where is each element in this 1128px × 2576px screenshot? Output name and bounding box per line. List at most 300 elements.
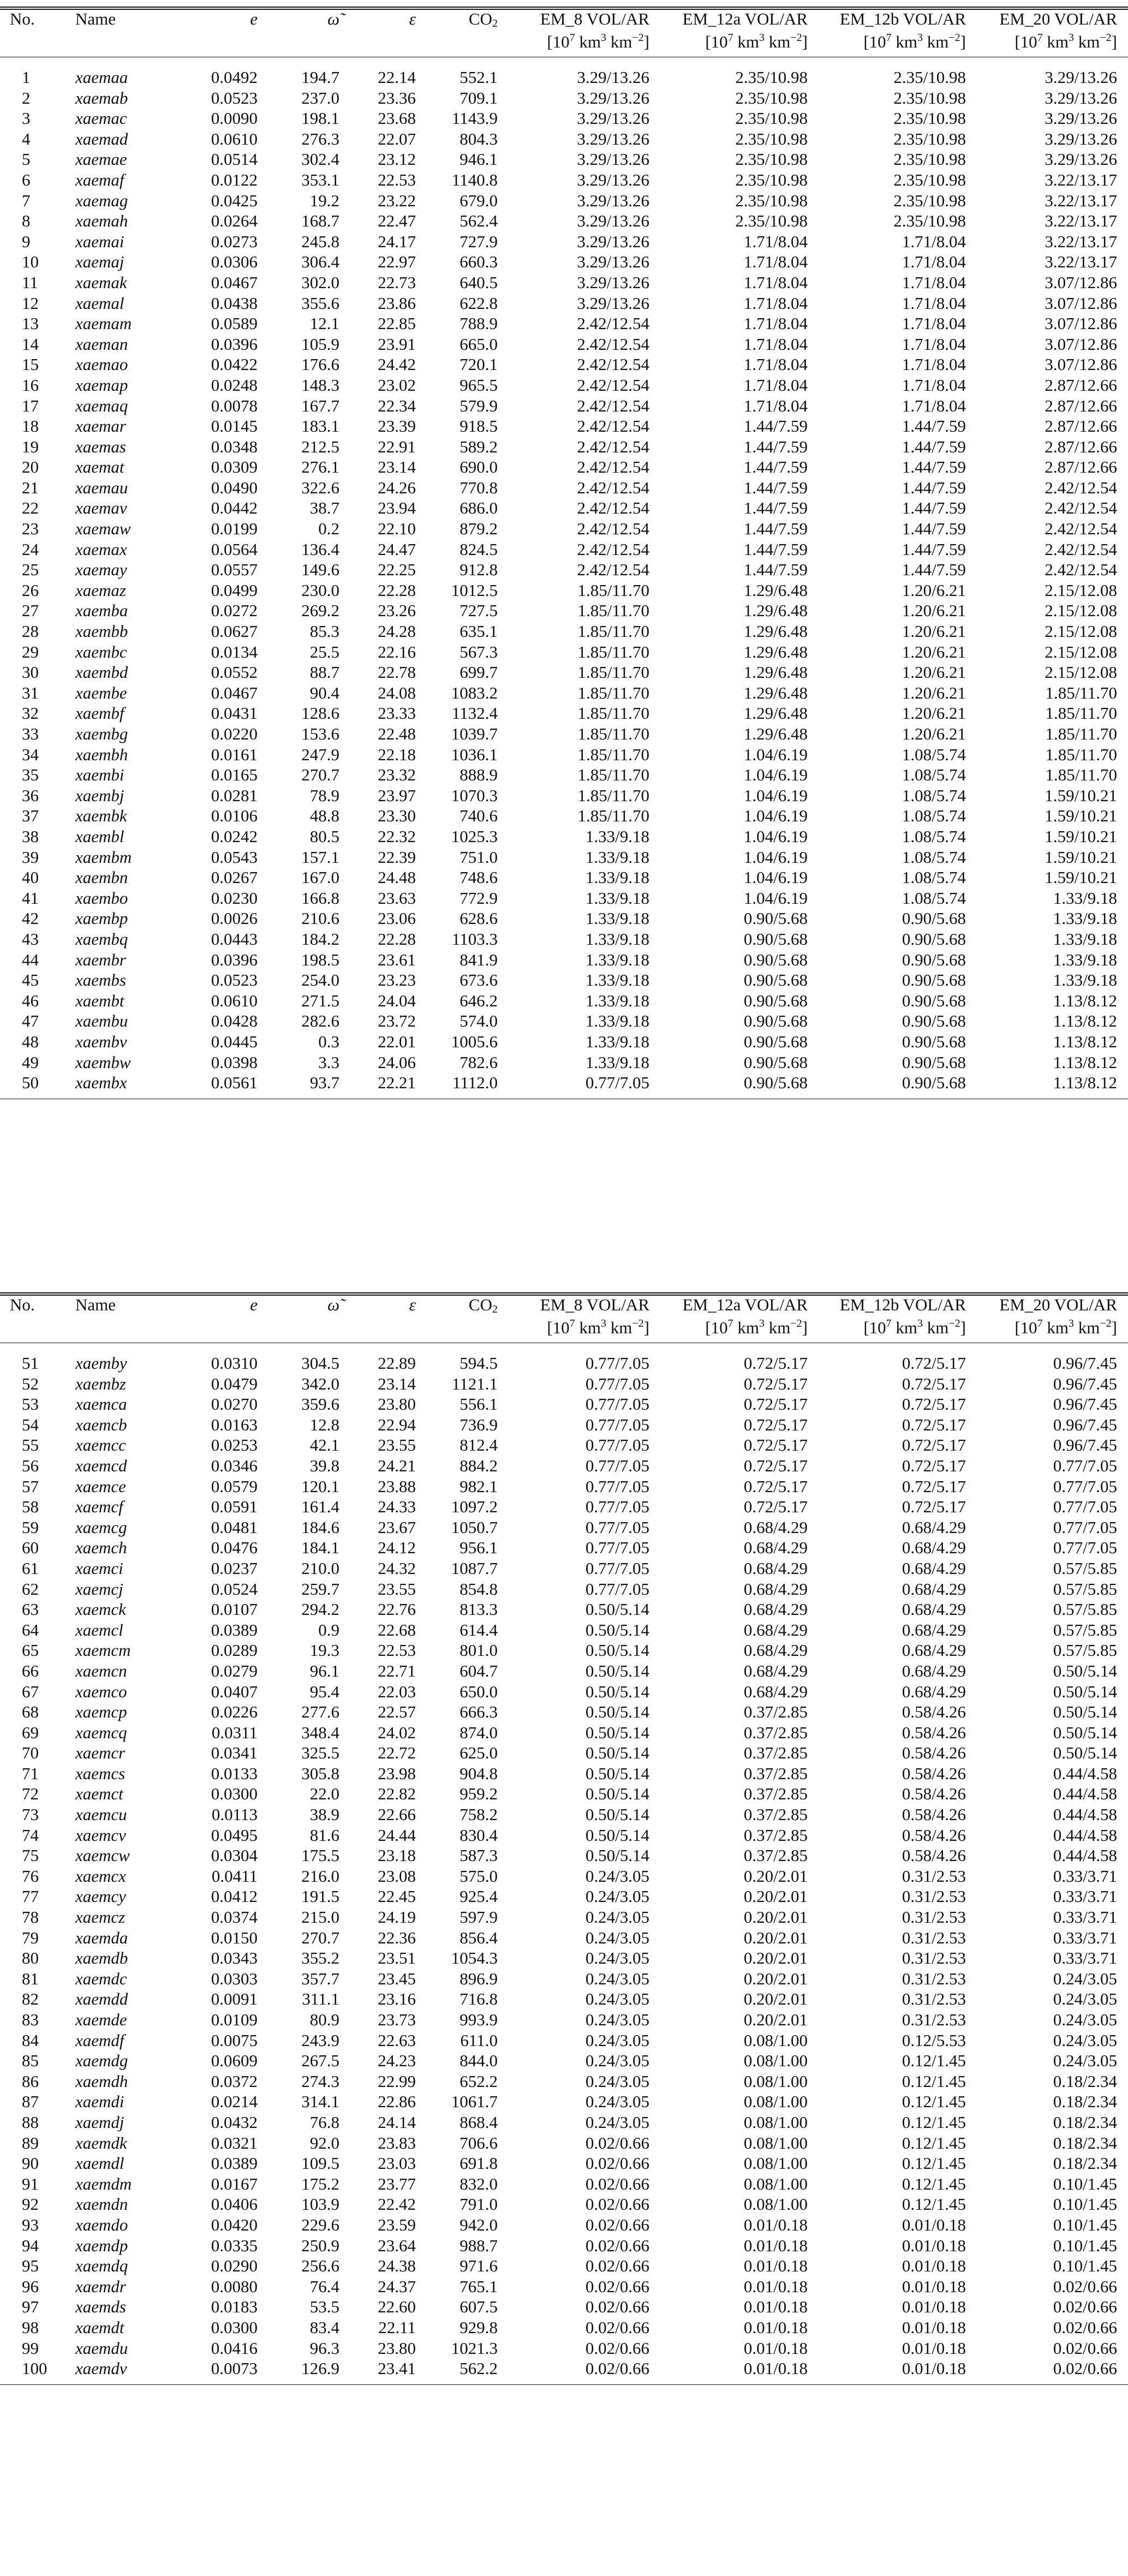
- table-row: [0, 457, 1128, 478]
- row-em20: 0.57/5.85: [1053, 1579, 1117, 1599]
- row-em20: 0.96/7.45: [1053, 1394, 1117, 1414]
- row-epsilon: 22.60: [378, 2297, 416, 2317]
- row-em12a: 0.68/4.29: [743, 1620, 808, 1639]
- row-em12b: 1.44/7.59: [902, 478, 966, 497]
- row-e: 0.0306: [211, 252, 258, 272]
- row-em12b: 1.71/8.04: [902, 334, 966, 354]
- table-row: [0, 313, 1128, 334]
- row-epsilon: 22.28: [378, 929, 416, 949]
- row-co2: 562.4: [459, 211, 498, 231]
- row-no: 84: [22, 2030, 39, 2050]
- row-em12a: 0.68/4.29: [743, 1579, 808, 1599]
- row-em20: 1.85/11.70: [1045, 724, 1117, 743]
- row-name: xaemao: [75, 355, 128, 374]
- row-em12b: 0.31/2.53: [902, 1928, 966, 1947]
- row-em12a: 0.08/1.00: [743, 2133, 808, 2152]
- row-em20: 2.87/12.66: [1045, 457, 1117, 477]
- row-em20: 2.15/12.08: [1045, 601, 1117, 621]
- unit-label: [$10^7$ $km^3$ $km^{-2}$]: [547, 1317, 649, 1337]
- row-co2: 993.9: [459, 2010, 498, 2029]
- row-e: 0.0467: [211, 683, 258, 702]
- row-e: 0.0273: [211, 231, 258, 251]
- row-epsilon: 24.42: [378, 355, 416, 374]
- row-em12a: 0.37/2.85: [743, 1784, 808, 1804]
- row-em12a: 0.08/1.00: [743, 2112, 808, 2132]
- row-no: 94: [22, 2235, 39, 2255]
- row-em8: 3.29/13.26: [577, 211, 649, 231]
- row-em12b: 2.35/10.98: [893, 88, 966, 108]
- row-em12a: 1.29/6.48: [743, 663, 808, 682]
- row-em20: 2.42/12.54: [1045, 560, 1117, 580]
- row-omega: 184.6: [301, 1517, 339, 1537]
- row-omega: 276.1: [301, 457, 339, 477]
- row-em12b: 0.01/0.18: [902, 2297, 966, 2317]
- row-em12b: 0.58/4.26: [902, 1722, 966, 1742]
- row-em12a: 0.72/5.17: [743, 1435, 808, 1455]
- row-name: xaemdc: [75, 1969, 127, 1988]
- table-row: [0, 847, 1128, 868]
- row-em8: 1.85/11.70: [577, 663, 649, 682]
- row-em20: 0.96/7.45: [1053, 1374, 1117, 1393]
- row-em12a: 0.01/0.18: [743, 2215, 808, 2234]
- row-em12b: 1.08/5.74: [902, 785, 966, 805]
- row-em8: 2.42/12.54: [577, 416, 649, 436]
- row-e: 0.0396: [211, 334, 258, 354]
- row-e: 0.0348: [211, 437, 258, 456]
- table-row: [0, 396, 1128, 416]
- table-row: [0, 1928, 1128, 1948]
- row-omega: 39.8: [309, 1456, 339, 1475]
- row-co2: 1005.6: [451, 1031, 498, 1051]
- row-e: 0.0311: [211, 1722, 258, 1742]
- row-co2: 988.7: [459, 2235, 498, 2255]
- row-em12b: 0.90/5.68: [902, 929, 966, 949]
- row-name: xaemad: [75, 129, 128, 148]
- row-no: 74: [22, 1825, 39, 1845]
- row-em8: 3.29/13.26: [577, 68, 649, 87]
- row-no: 13: [22, 314, 39, 333]
- row-em20: 0.57/5.85: [1053, 1558, 1117, 1578]
- row-co2: 971.6: [459, 2256, 498, 2276]
- row-em8: 0.77/7.05: [585, 1497, 649, 1517]
- row-e: 0.0420: [211, 2215, 258, 2234]
- row-em20: 0.10/1.45: [1053, 2256, 1117, 2276]
- row-epsilon: 22.32: [378, 826, 416, 846]
- row-co2: 652.2: [459, 2071, 498, 2091]
- header-spacer: [0, 1343, 1128, 1353]
- row-name: xaemdf: [75, 2030, 124, 2050]
- row-no: 92: [22, 2195, 39, 2214]
- row-em12b: 2.35/10.98: [893, 109, 966, 128]
- row-name: xaemdr: [75, 2276, 126, 2296]
- header-em12b: EM_12b VOL/AR [$10^7$ $km^3$ $km^{-2}$]: [819, 1294, 977, 1337]
- row-co2: 772.9: [459, 888, 498, 908]
- row-epsilon: 23.02: [378, 375, 416, 395]
- row-co2: 956.1: [459, 1538, 498, 1558]
- row-name: xaemae: [75, 150, 127, 169]
- row-co2: 665.0: [459, 334, 498, 354]
- row-co2: 589.2: [459, 437, 498, 456]
- row-omega: 96.3: [309, 2338, 339, 2358]
- row-em12a: 2.35/10.98: [735, 190, 808, 210]
- row-epsilon: 24.02: [378, 1722, 416, 1742]
- row-no: 82: [22, 1989, 39, 2009]
- row-em12b: 1.44/7.59: [902, 437, 966, 456]
- row-co2: 552.1: [459, 68, 498, 87]
- row-name: xaemdo: [75, 2215, 128, 2234]
- row-name: xaemds: [75, 2297, 126, 2317]
- row-omega: 19.2: [309, 190, 339, 210]
- row-em8: 0.24/3.05: [585, 1928, 649, 1947]
- row-co2: 904.8: [459, 1763, 498, 1783]
- row-e: 0.0106: [211, 806, 258, 826]
- row-em20: 1.33/9.18: [1053, 929, 1117, 949]
- table-row: [0, 1886, 1128, 1907]
- row-co2: 1103.3: [451, 929, 498, 949]
- row-em8: 0.24/3.05: [585, 2092, 649, 2112]
- row-e: 0.0407: [211, 1681, 258, 1701]
- row-em12b: 1.71/8.04: [902, 314, 966, 333]
- row-epsilon: 24.38: [378, 2256, 416, 2276]
- row-em12a: 0.90/5.68: [743, 929, 808, 949]
- row-em12a: 0.72/5.17: [743, 1353, 808, 1373]
- table-row: [0, 1784, 1128, 1804]
- row-em20: 1.85/11.70: [1045, 744, 1117, 764]
- row-co2: 594.5: [459, 1353, 498, 1373]
- row-e: 0.0304: [211, 1846, 258, 1865]
- row-name: xaemcg: [75, 1517, 127, 1537]
- header-em8: EM_8 VOL/AR [$10^7$ $km^3$ $km^{-2}$]: [502, 1294, 660, 1337]
- row-no: 72: [22, 1784, 39, 1804]
- row-em8: 2.42/12.54: [577, 375, 649, 395]
- row-em8: 0.02/0.66: [585, 2256, 649, 2276]
- table-row: [0, 67, 1128, 88]
- row-em8: 0.77/7.05: [585, 1476, 649, 1496]
- row-omega: 276.3: [301, 129, 339, 148]
- row-em12a: 1.71/8.04: [743, 314, 808, 333]
- row-e: 0.0310: [211, 1353, 258, 1373]
- row-no: 24: [22, 539, 39, 559]
- row-name: xaemaj: [75, 252, 124, 272]
- row-e: 0.0303: [211, 1969, 258, 1988]
- row-epsilon: 22.72: [378, 1743, 416, 1763]
- row-em12a: 1.04/6.19: [743, 826, 808, 846]
- row-em12b: 0.01/0.18: [902, 2317, 966, 2337]
- row-em20: 1.33/9.18: [1053, 970, 1117, 990]
- table-body: [0, 67, 1128, 1099]
- row-epsilon: 23.14: [378, 457, 416, 477]
- row-em20: 1.13/8.12: [1053, 1011, 1117, 1031]
- row-em8: 1.85/11.70: [577, 765, 649, 785]
- row-epsilon: 22.10: [378, 519, 416, 539]
- row-e: 0.0107: [211, 1600, 258, 1619]
- row-name: xaemai: [75, 231, 124, 251]
- row-em12b: 0.12/5.53: [902, 2030, 966, 2050]
- row-em8: 3.29/13.26: [577, 272, 649, 292]
- row-co2: 607.5: [459, 2297, 498, 2317]
- row-name: xaembf: [75, 703, 124, 723]
- row-name: xaembx: [75, 1073, 127, 1093]
- table-row: [0, 2174, 1128, 2195]
- row-e: 0.0272: [211, 601, 258, 621]
- row-epsilon: 24.32: [378, 1558, 416, 1578]
- table-row: [0, 1031, 1128, 1052]
- row-epsilon: 22.39: [378, 847, 416, 867]
- row-em12a: 0.72/5.17: [743, 1476, 808, 1496]
- row-co2: 709.1: [459, 88, 498, 108]
- row-e: 0.0406: [211, 2195, 258, 2214]
- row-no: 32: [22, 703, 39, 723]
- row-em12a: 0.72/5.17: [743, 1497, 808, 1517]
- row-em8: 3.29/13.26: [577, 109, 649, 128]
- row-em8: 0.02/0.66: [585, 2133, 649, 2152]
- row-epsilon: 23.22: [378, 190, 416, 210]
- row-no: 90: [22, 2154, 39, 2173]
- row-co2: 791.0: [459, 2195, 498, 2214]
- row-em12a: 1.44/7.59: [743, 560, 808, 580]
- row-em12a: 0.08/1.00: [743, 2051, 808, 2071]
- row-em12a: 0.37/2.85: [743, 1805, 808, 1824]
- row-omega: 161.4: [301, 1497, 339, 1517]
- row-em12b: 0.31/2.53: [902, 1969, 966, 1988]
- header-name: Name: [75, 1295, 116, 1314]
- row-em12b: 0.72/5.17: [902, 1476, 966, 1496]
- row-em12b: 0.68/4.29: [902, 1620, 966, 1639]
- table-row: [0, 1845, 1128, 1866]
- row-em12b: 1.08/5.74: [902, 868, 966, 887]
- row-epsilon: 22.03: [378, 1681, 416, 1701]
- row-co2: 1143.9: [451, 109, 498, 128]
- row-no: 70: [22, 1743, 39, 1763]
- row-co2: 579.9: [459, 396, 498, 415]
- row-em8: 1.85/11.70: [577, 703, 649, 723]
- row-epsilon: 24.48: [378, 868, 416, 887]
- row-epsilon: 24.37: [378, 2276, 416, 2296]
- row-omega: 166.8: [301, 888, 339, 908]
- row-no: 36: [22, 785, 39, 805]
- row-name: xaemca: [75, 1394, 127, 1414]
- row-e: 0.0134: [211, 642, 258, 661]
- row-name: xaemck: [75, 1600, 126, 1619]
- row-em12a: 0.90/5.68: [743, 1031, 808, 1051]
- row-em20: 1.59/10.21: [1045, 785, 1117, 805]
- row-em12b: 0.58/4.26: [902, 1702, 966, 1722]
- row-e: 0.0479: [211, 1374, 258, 1393]
- row-no: 75: [22, 1846, 39, 1865]
- row-e: 0.0220: [211, 724, 258, 743]
- row-e: 0.0467: [211, 272, 258, 292]
- row-omega: 357.7: [301, 1969, 339, 1988]
- row-em12b: 0.72/5.17: [902, 1374, 966, 1393]
- row-co2: 765.1: [459, 2276, 498, 2296]
- row-no: 76: [22, 1866, 39, 1886]
- row-em12a: 0.90/5.68: [743, 909, 808, 928]
- row-em20: 0.02/0.66: [1053, 2359, 1117, 2378]
- row-e: 0.0411: [211, 1866, 258, 1886]
- row-em12a: 1.04/6.19: [743, 785, 808, 805]
- row-e: 0.0309: [211, 457, 258, 477]
- row-name: xaembz: [75, 1374, 126, 1393]
- row-e: 0.0248: [211, 375, 258, 395]
- data-table-1: [0, 7, 1128, 1099]
- row-em12b: 0.90/5.68: [902, 970, 966, 990]
- row-em12a: 0.90/5.68: [743, 1011, 808, 1031]
- row-e: 0.0078: [211, 396, 258, 415]
- row-omega: 191.5: [301, 1887, 339, 1906]
- row-em20: 1.59/10.21: [1045, 847, 1117, 867]
- row-name: xaemba: [75, 601, 128, 621]
- row-em12a: 0.01/0.18: [743, 2256, 808, 2276]
- row-e: 0.0481: [211, 1517, 258, 1537]
- row-e: 0.0445: [211, 1031, 258, 1051]
- row-em12b: 0.31/2.53: [902, 1948, 966, 1968]
- row-omega: 90.4: [309, 683, 339, 702]
- row-em8: 0.50/5.14: [585, 1620, 649, 1639]
- row-name: xaemac: [75, 109, 127, 128]
- table-header: [0, 8, 1128, 67]
- table-row: [0, 437, 1128, 457]
- row-co2: 1140.8: [451, 170, 498, 189]
- table-row: [0, 1353, 1128, 1374]
- row-em12a: 1.29/6.48: [743, 683, 808, 702]
- row-epsilon: 23.26: [378, 601, 416, 621]
- row-omega: 314.1: [301, 2092, 339, 2112]
- row-em20: 0.33/3.71: [1053, 1866, 1117, 1886]
- row-epsilon: 22.53: [378, 1641, 416, 1660]
- row-e: 0.0090: [211, 109, 258, 128]
- row-em8: 3.29/13.26: [577, 231, 649, 251]
- row-no: 79: [22, 1928, 39, 1947]
- row-em12a: 1.71/8.04: [743, 272, 808, 292]
- row-em20: 0.24/3.05: [1053, 1969, 1117, 1988]
- row-omega: 12.1: [309, 314, 339, 333]
- row-em20: 0.10/1.45: [1053, 2235, 1117, 2255]
- row-em8: 1.33/9.18: [585, 929, 649, 949]
- row-no: 31: [22, 683, 39, 702]
- row-epsilon: 22.73: [378, 272, 416, 292]
- row-omega: 120.1: [301, 1476, 339, 1496]
- row-em8: 1.85/11.70: [577, 724, 649, 743]
- table-row: [0, 2256, 1128, 2276]
- row-no: 54: [22, 1415, 39, 1434]
- row-em8: 3.29/13.26: [577, 252, 649, 272]
- row-em20: 2.87/12.66: [1045, 396, 1117, 415]
- table-row: [0, 1456, 1128, 1476]
- row-epsilon: 23.68: [378, 109, 416, 128]
- table-row: [0, 1804, 1128, 1825]
- row-em20: 0.10/1.45: [1053, 2195, 1117, 2214]
- row-name: xaembv: [75, 1031, 127, 1051]
- row-omega: 294.2: [301, 1600, 339, 1619]
- row-name: xaemam: [75, 314, 132, 333]
- row-epsilon: 22.86: [378, 2092, 416, 2112]
- row-e: 0.0163: [211, 1415, 258, 1434]
- row-epsilon: 22.94: [378, 1415, 416, 1434]
- row-omega: 42.1: [309, 1435, 339, 1455]
- row-name: xaembw: [75, 1052, 131, 1072]
- row-em20: 3.22/13.17: [1045, 190, 1117, 210]
- row-name: xaembu: [75, 1011, 128, 1031]
- row-em12b: 2.35/10.98: [893, 150, 966, 169]
- row-co2: 640.5: [459, 272, 498, 292]
- row-omega: 80.9: [309, 2010, 339, 2029]
- row-em12a: 0.01/0.18: [743, 2235, 808, 2255]
- table-row: [0, 559, 1128, 580]
- row-e: 0.0398: [211, 1052, 258, 1072]
- row-em8: 1.85/11.70: [577, 806, 649, 826]
- row-em8: 0.24/3.05: [585, 2010, 649, 2029]
- row-name: xaemda: [75, 1928, 128, 1947]
- row-em20: 0.77/7.05: [1053, 1517, 1117, 1537]
- row-co2: 1036.1: [451, 744, 498, 764]
- row-em12a: 1.29/6.48: [743, 642, 808, 661]
- row-no: 9: [22, 231, 31, 251]
- row-name: xaemdp: [75, 2235, 128, 2255]
- row-epsilon: 23.51: [378, 1948, 416, 1968]
- row-em12b: 1.44/7.59: [902, 416, 966, 436]
- row-em12a: 0.37/2.85: [743, 1702, 808, 1722]
- row-omega: 229.6: [301, 2215, 339, 2234]
- row-omega: 126.9: [301, 2359, 339, 2378]
- row-omega: 271.5: [301, 991, 339, 1010]
- row-no: 59: [22, 1517, 39, 1537]
- row-co2: 660.3: [459, 252, 498, 272]
- row-em12b: 0.12/1.45: [902, 2133, 966, 2152]
- row-e: 0.0109: [211, 2010, 258, 2029]
- row-omega: 270.7: [301, 1928, 339, 1947]
- row-no: 61: [22, 1558, 39, 1578]
- row-em20: 0.50/5.14: [1053, 1661, 1117, 1680]
- row-em8: 0.50/5.14: [585, 1600, 649, 1619]
- row-epsilon: 22.21: [378, 1073, 416, 1093]
- row-em20: 2.87/12.66: [1045, 416, 1117, 436]
- row-name: xaemdd: [75, 1989, 128, 2009]
- row-e: 0.0289: [211, 1641, 258, 1660]
- row-epsilon: 23.06: [378, 909, 416, 928]
- row-e: 0.0609: [211, 2051, 258, 2071]
- row-em20: 0.18/2.34: [1053, 2112, 1117, 2132]
- row-name: xaemcq: [75, 1722, 127, 1742]
- table-row: [0, 2091, 1128, 2112]
- row-em8: 2.42/12.54: [577, 334, 649, 354]
- row-em12b: 0.68/4.29: [902, 1600, 966, 1619]
- row-epsilon: 23.98: [378, 1763, 416, 1783]
- row-co2: 884.2: [459, 1456, 498, 1475]
- row-e: 0.0080: [211, 2276, 258, 2296]
- row-omega: 311.1: [302, 1989, 339, 2009]
- row-no: 52: [22, 1374, 39, 1393]
- row-epsilon: 22.53: [378, 170, 416, 189]
- row-e: 0.0167: [211, 2174, 258, 2193]
- row-em12a: 1.71/8.04: [743, 375, 808, 395]
- row-name: xaemch: [75, 1538, 127, 1558]
- row-e: 0.0610: [211, 129, 258, 148]
- row-e: 0.0237: [211, 1558, 258, 1578]
- row-em8: 0.77/7.05: [585, 1435, 649, 1455]
- row-em12b: 1.08/5.74: [902, 806, 966, 826]
- row-name: xaemci: [75, 1558, 123, 1578]
- row-em20: 3.22/13.17: [1045, 252, 1117, 272]
- row-em12a: 0.72/5.17: [743, 1456, 808, 1475]
- row-em8: 0.50/5.14: [585, 1846, 649, 1865]
- row-name: xaemak: [75, 272, 127, 292]
- table-row: [0, 867, 1128, 888]
- row-name: xaemab: [75, 88, 128, 108]
- row-epsilon: 22.18: [378, 744, 416, 764]
- row-no: 60: [22, 1538, 39, 1558]
- table-row: [0, 2050, 1128, 2071]
- row-omega: 38.9: [309, 1805, 339, 1824]
